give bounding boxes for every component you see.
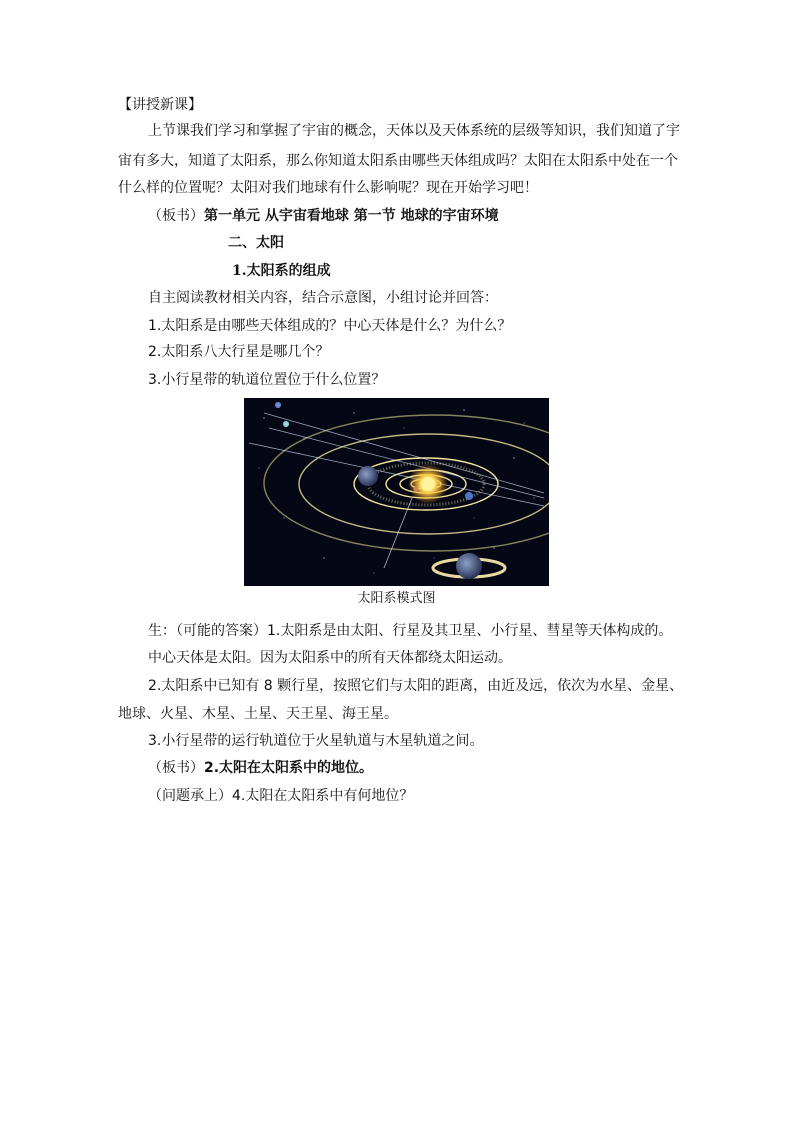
- question-4: 4.太阳在太阳系中有何地位？: [232, 788, 414, 804]
- solar-system-illustration: [244, 398, 549, 586]
- intro-line-1: 上节课我们学习和掌握了宇宙的概念，天体以及天体系统的层级等知识，我们知道了宇: [148, 123, 680, 139]
- board2-prefix: （板书）: [148, 760, 204, 776]
- figure-caption: 太阳系模式图: [357, 591, 436, 606]
- question-1: 1.太阳系是由哪些天体组成的？中心天体是什么？为什么？: [148, 318, 512, 334]
- question-4-prefix: （问题承上）: [148, 788, 232, 804]
- board-prefix: （板书）: [148, 208, 204, 224]
- answer-2-line-2: 地球、火星、木星、土星、天王星、海王星。: [118, 706, 398, 722]
- answer-1-line-1: 生：（可能的答案）1.太阳系是由太阳、行星及其卫星、小行星、彗星等天体构成的。: [148, 623, 673, 639]
- point-2-heading: 2.太阳在太阳系中的地位。: [204, 760, 374, 776]
- planet-earth: [465, 492, 473, 500]
- intro-line-2: 宙有多大，知道了太阳系，那么你知道太阳系由哪些天体组成吗？太阳在太阳系中处在一个: [118, 153, 678, 169]
- instruction-text: 自主阅读教材相关内容，结合示意图，小组讨论并回答：: [148, 290, 498, 306]
- section-heading: 【讲授新课】: [118, 97, 202, 113]
- planet-neptune: [275, 402, 281, 408]
- point-1-heading: 1.太阳系的组成: [232, 263, 331, 279]
- question-3: 3.小行星带的轨道位置位于什么位置？: [148, 372, 386, 388]
- subtitle-sun: 二、太阳: [228, 235, 284, 251]
- intro-line-3: 什么样的位置呢？太阳对我们地球有什么影响呢？现在开始学习吧！: [118, 180, 538, 196]
- answer-1-line-2: 中心天体是太阳。因为太阳系中的所有天体都绕太阳运动。: [148, 650, 512, 666]
- planet-mars: [414, 487, 419, 492]
- solar-system-diagram: [244, 398, 549, 586]
- planet-jupiter: [358, 466, 378, 486]
- board-line-1: [148, 206, 499, 226]
- answer-2-line-1: 2.太阳系中已知有 8 颗行星，按照它们与太阳的距离，由近及远，依次为水星、金星、: [148, 678, 684, 694]
- sun-core: [421, 477, 435, 491]
- unit-title: 第一单元 从宇宙看地球 第一节 地球的宇宙环境: [204, 208, 499, 224]
- question-4-line: [148, 786, 413, 806]
- board-line-2: [148, 758, 373, 778]
- answer-3: 3.小行星带的运行轨道位于火星轨道与木星轨道之间。: [148, 733, 484, 749]
- question-2: 2.太阳系八大行星是哪几个？: [148, 344, 330, 360]
- planet-uranus: [283, 421, 289, 427]
